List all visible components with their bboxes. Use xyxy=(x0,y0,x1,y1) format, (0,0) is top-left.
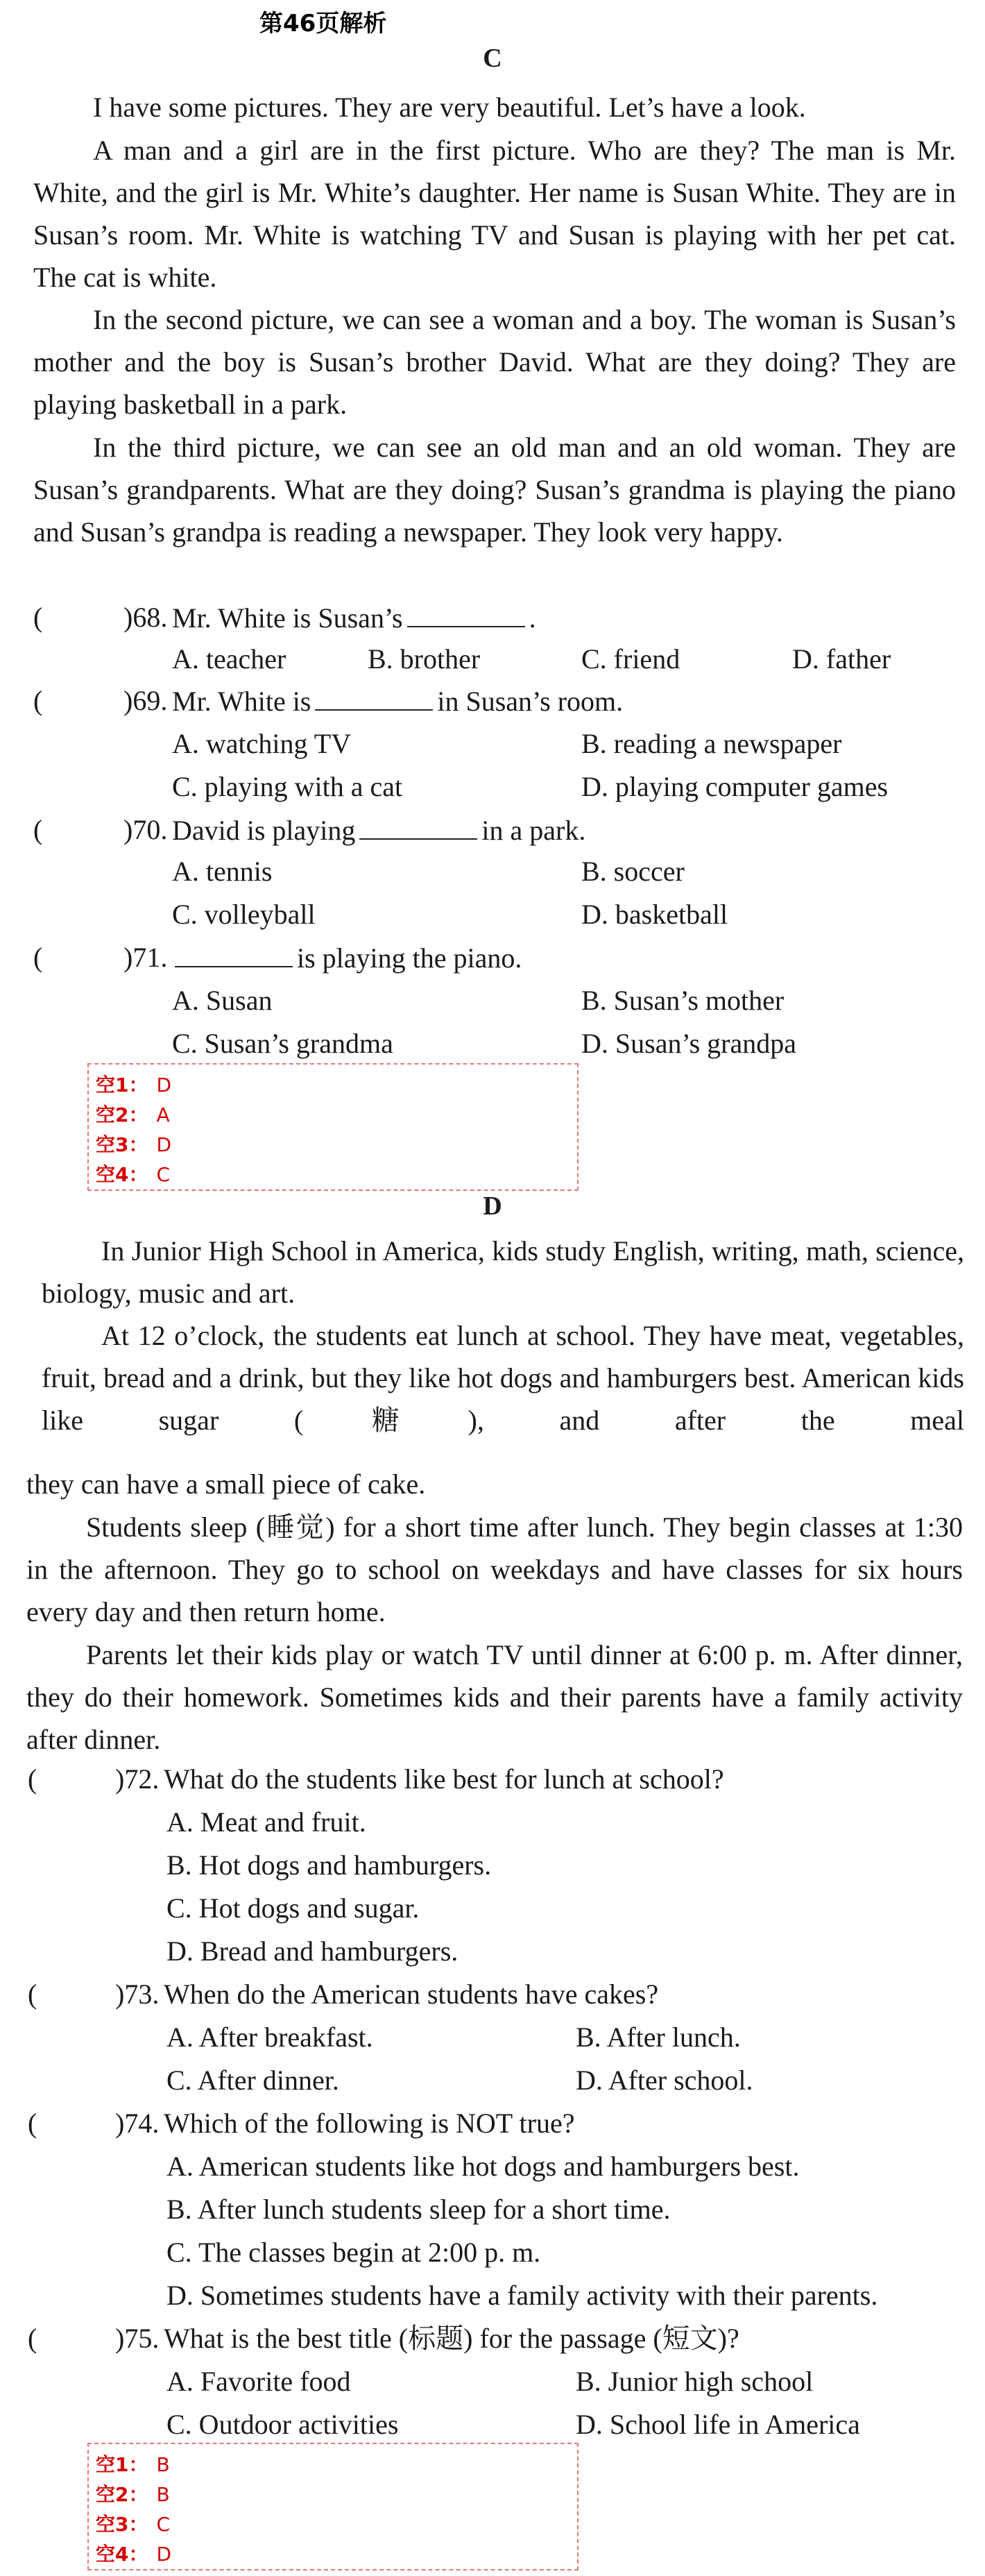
option: A. teacher xyxy=(172,643,286,675)
c-paragraph-1: I have some pictures. They are very beautiful. Let’s have a look. xyxy=(93,92,806,123)
option: A. American students like hot dogs and hamburgers best. xyxy=(166,2151,800,2182)
option: B. brother xyxy=(368,643,481,675)
question-stem: Which of the following is NOT true? xyxy=(164,2108,575,2139)
option: B. Junior high school xyxy=(576,2366,814,2397)
option: B. After lunch students sleep for a short time. xyxy=(166,2194,671,2225)
option: B. reading a newspaper xyxy=(581,728,842,759)
section-c-title: C xyxy=(483,44,502,73)
option: C. After dinner. xyxy=(166,2065,339,2096)
question-number: )71. xyxy=(123,942,168,973)
question-stem: Mr. White is Susan’s xyxy=(172,602,403,634)
answer-line: 空1： D xyxy=(96,1074,172,1096)
c-paragraph-2: A man and a girl are in the first picture. Who are they? The man is Mr. White, and the girl is Mr. White’s daughter. Her name is Susan White. They are in Susan’s room. Mr. White is watching TV and Susan is playing with her pet cat. The cat is white. xyxy=(33,135,956,293)
question-number: )73. xyxy=(115,1978,160,2010)
d-paragraph-1: In Junior High School in America, kids study English, writing, math, science, biology, music and art. xyxy=(42,1235,964,1309)
option: A. Susan xyxy=(172,985,273,1016)
answer-box-c xyxy=(87,1063,579,1191)
question-number: )74. xyxy=(115,2108,160,2139)
option: B. After lunch. xyxy=(576,2022,741,2053)
answer-line: 空1： B xyxy=(96,2453,170,2476)
option: C. Hot dogs and sugar. xyxy=(166,1892,420,1924)
option: A. tennis xyxy=(172,856,273,887)
option: C. Susan’s grandma xyxy=(172,1028,393,1059)
option: D. basketball xyxy=(581,899,728,930)
option: D. Susan’s grandpa xyxy=(581,1028,796,1059)
option: C. friend xyxy=(581,643,680,675)
page-header: 第46页解析 xyxy=(259,10,387,37)
option: D. playing computer games xyxy=(581,771,889,802)
answer-line: 空3： C xyxy=(96,2513,171,2536)
answer-line: 空2： B xyxy=(96,2483,170,2506)
question-stem: Mr. White is xyxy=(172,686,311,717)
answer-blank xyxy=(359,813,477,840)
option: B. Susan’s mother xyxy=(581,985,785,1016)
answer-line: 空4： C xyxy=(96,1163,171,1186)
answer-line: 空2： A xyxy=(96,1103,170,1126)
question-number: )68. xyxy=(123,602,168,633)
option: D. School life in America xyxy=(576,2409,860,2440)
question-number: )75. xyxy=(115,2323,160,2354)
option: C. volleyball xyxy=(172,899,316,930)
option: D. Sometimes students have a family activity with their parents. xyxy=(166,2280,878,2311)
option: A. watching TV xyxy=(172,728,352,759)
option: A. Meat and fruit. xyxy=(166,1806,366,1838)
d-paragraph-3: Students sleep (睡觉) for a short time after lunch. They begin classes at 1:30 in the afternoon. They go to school on weekdays and have classes for six hours every day and then return home. xyxy=(26,1511,963,1627)
option: B. Hot dogs and hamburgers. xyxy=(166,1849,492,1881)
question-stem: When do the American students have cakes? xyxy=(164,1978,659,2010)
option: D. father xyxy=(792,643,891,675)
question-stem: What do the students like best for lunch at school? xyxy=(164,1763,724,1795)
question-number: )70. xyxy=(123,814,168,845)
section-d-title: D xyxy=(483,1192,502,1221)
answer-line: 空4： D xyxy=(96,2543,172,2566)
answer-blank xyxy=(407,601,525,627)
answer-line: 空3： D xyxy=(96,1133,172,1156)
c-paragraph-3: In the second picture, we can see a woman and a boy. The woman is Susan’s mother and the boy is Susan’s brother David. What are they doing? They are playing basketball in a park. xyxy=(33,304,956,420)
question-number: )72. xyxy=(115,1763,160,1795)
question-stem: What is the best title (标题) for the passage (短文)? xyxy=(164,2323,739,2354)
question-stem: is playing the piano. xyxy=(297,942,522,974)
c-paragraph-4: In the third picture, we can see an old man and an old woman. They are Susan’s grandparents. What are they doing? Susan’s grandma is playing the piano and Susan’s grandpa is reading a newspaper. They look very happy. xyxy=(33,432,956,548)
question-number: )69. xyxy=(123,685,168,716)
d-paragraph-4: Parents let their kids play or watch TV until dinner at 6:00 p. m. After dinner, they do their homework. Sometimes kids and their parents have a family activity after dinner. xyxy=(26,1639,963,1755)
d-paragraph-2: At 12 o’clock, the students eat lunch at school. They have meat, vegetables, fruit, bread and a drink, but they like hot dogs and hamburgers best. American kids like sugar (糖), and after the meal xyxy=(42,1320,964,1436)
worksheet-page: 第46页解析 C I have some pictures. They are very beautiful. Let’s have a look. A man and a girl are in the first picture. Who are they? The man is Mr. White, and the girl is Mr. White’s daughter. Her name is Susan White. They are in Susan’s room. Mr. White is watching TV and Susan is playing with her pet cat. The cat is white. In the second picture, we can see a woman and a boy. The woman is Susan’s mother and the boy is Susan’s brother David. What are they doing? They are playing basketball in a park. In the third picture, we can see an old man and an old woman. They are Susan’s grandparents. What are they doing? Susan’s grandma is playing the piano and Susan’s grandpa is reading a newspaper. They look very happy. ( )68. Mr. White is Susan’s . A. teacher B. brother C. friend D. father ( )69. Mr. White is in Susan’s room. A. watching TV B. reading a newspaper C. playing with a cat D. playing computer games ( )70. David is playing in a park. A. tennis B. soccer C. volleyball D. basketball ( )71. is playing the piano. A. Susan B. Susan’s mother C. Susan’s grandma D. Susan’s grandpa 空1： D 空2： A 空3： D 空4： C D In Junior High School in America, kids study English, writing, math, science, biology, music and art. At 12 o’clock, the students eat lunch at school. They have meat, vegetables, fruit, bread and a drink, but they like hot dogs and hamburgers best. American kids like sugar (糖), and after the meal they can have a small piece of cake. Students sleep (睡觉) for a short time after lunch. They begin classes at 1:30 in the afternoon. They go to school on weekdays and have classes for six hours every day and then return home. Parents let their kids play or watch TV until dinner at 6:00 p. m. After dinner, they do their homework. Sometimes kids and their parents have a family activity after dinner. ( )72. What do the students like best for lunch at school? A. Meat and fruit. B. Hot dogs and hamburgers. C. Hot dogs and sugar. D. Bread and hamburgers. ( )73. When do the American students have cakes? A. After breakfast. B. After lunch. C. After dinner. D. After school. ( )74. Which of the following is NOT true? A. American students like hot dogs and hamburgers best. B. After lunch students sleep for a short time. C. The classes begin at 2:00 p. m. D. Sometimes students have a family activity with their parents. ( )75. What is the best title (标题) for the passage (短文)? A. Favorite food B. Junior high school C. Outdoor activities D. School life in America 空1： B 空2： B 空3： C 空4： D xyxy=(0,0,985,2576)
option: C. playing with a cat xyxy=(172,771,403,802)
answer-blank xyxy=(315,684,433,711)
answer-box-d xyxy=(87,2443,579,2570)
question-stem: David is playing xyxy=(172,815,356,846)
d-paragraph-2-continued: they can have a small piece of cake. xyxy=(26,1468,426,1500)
option: D. After school. xyxy=(576,2065,753,2096)
answer-blank xyxy=(175,941,293,967)
option: A. Favorite food xyxy=(166,2366,351,2397)
option: C. Outdoor activities xyxy=(166,2409,399,2440)
option: B. soccer xyxy=(581,856,685,887)
option: A. After breakfast. xyxy=(166,2022,373,2053)
option: C. The classes begin at 2:00 p. m. xyxy=(166,2237,541,2268)
option: D. Bread and hamburgers. xyxy=(166,1935,459,1967)
